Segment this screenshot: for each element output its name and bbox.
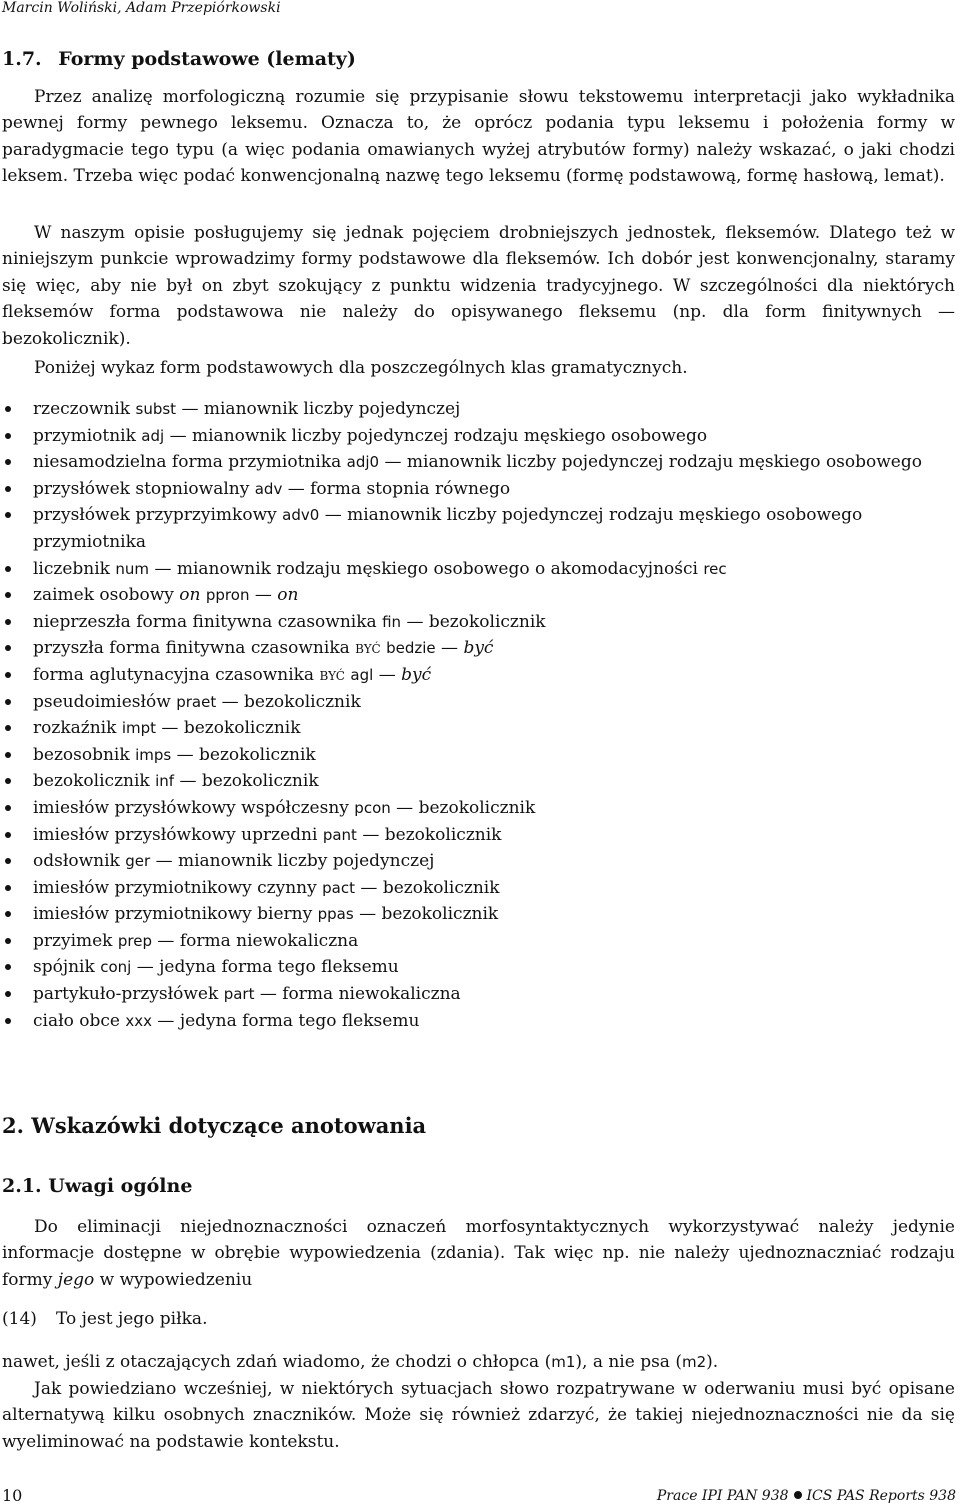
bullet-icon <box>5 911 11 917</box>
bullet-icon <box>5 619 11 625</box>
section-sub-title: Uwagi ogólne <box>48 1175 193 1197</box>
bullet-icon <box>5 592 11 598</box>
tag-name: ppas <box>317 905 354 924</box>
section-title: Wskazówki dotyczące anotowania <box>31 1113 427 1138</box>
class-name: przysłówek stopniowalny <box>33 478 250 499</box>
paragraph-4 <box>2 1214 955 1293</box>
paragraph-2-text: W naszym opisie posługujemy się jednak pojęciem drobniejszych jednostek, fleksemów. Dlatego też w niniejszym punkcie wprowadzimy formy podstawowe dla fleksemów. Ich dobór jest konwencjonalny, staramy się więc, aby nie był on zbyt szokujący z punktu widzenia tradycyjnego. W szczególności dla niektórych fleksemów forma podstawowa nie należy do opisywanego fleksemu (np. dla form finitywnych — bezokolicznik). <box>2 223 955 349</box>
page-number: 10 <box>2 1486 23 1505</box>
bullet-icon <box>5 566 11 572</box>
bullet-icon <box>5 885 11 891</box>
base-form: bezokolicznik <box>384 824 502 845</box>
class-name: przymiotnik <box>33 425 136 446</box>
bullet-icon <box>5 699 11 705</box>
paragraph-4-italic: jego <box>57 1269 95 1290</box>
paragraph-5 <box>2 1349 955 1375</box>
base-form: forma niewokaliczna <box>282 984 461 1005</box>
base-form-tag: rec <box>703 559 727 578</box>
class-name: imiesłów przymiotnikowy czynny <box>33 877 317 898</box>
tag-name: pact <box>322 878 355 897</box>
bullet-icon <box>5 725 11 731</box>
footer-series-pl: Prace IPI PAN 938 <box>656 1488 789 1504</box>
class-name: rzeczownik <box>33 399 131 419</box>
list-item <box>0 848 955 875</box>
footer-series <box>657 1488 956 1504</box>
paragraph-5-text-a: nawet, jeśli z otaczających zdań wiadomo, że chodzi o chłopca ( <box>2 1352 552 1372</box>
list-item <box>0 875 955 902</box>
class-name: forma aglutynacyjna czasownika <box>33 664 315 685</box>
dash: — <box>406 611 424 632</box>
tag-name: num <box>115 559 150 578</box>
dash: — <box>169 425 187 446</box>
base-form: bezokolicznik <box>199 744 316 765</box>
bullet-icon <box>5 1018 11 1024</box>
bullet-icon <box>5 433 11 439</box>
list-item <box>0 689 955 716</box>
class-name-italic: on <box>179 585 201 606</box>
tag-name: ger <box>125 852 151 871</box>
paragraph-6-text: Jak powiedziano wcześniej, w niektórych sytuacjach słowo rozpatrywane w oderwaniu musi być opisane alternatywą kilku osobnych znaczników. Może się również zdarzyć, że takiej niejednoznaczności nie da się wyeliminować na podstawie kontekstu. <box>2 1379 955 1452</box>
class-name: imiesłów przymiotnikowy bierny <box>33 904 313 925</box>
subsection-number: 1.7. <box>2 48 42 70</box>
list-item <box>0 715 955 742</box>
bullet-icon <box>5 486 11 492</box>
list-item <box>0 768 955 795</box>
list-item <box>0 449 955 476</box>
base-form: bezokolicznik <box>381 904 499 925</box>
dash: — <box>254 585 272 606</box>
list-item <box>0 476 955 503</box>
class-name: partykuło-przysłówek <box>33 984 219 1005</box>
dash: — <box>360 877 378 898</box>
tag-name: imps <box>135 745 172 764</box>
paragraph-5-text-c: ). <box>706 1352 719 1372</box>
list-item <box>0 742 955 769</box>
list-item <box>0 396 955 423</box>
tag-name: adv <box>254 479 283 498</box>
dash: — <box>155 851 173 872</box>
example-text: To jest jego piłka. <box>56 1309 208 1329</box>
paragraph-5-text-b: ), a nie psa ( <box>575 1352 682 1372</box>
bullet-icon <box>5 645 11 651</box>
tag-name: conj <box>100 958 132 977</box>
tag-name: subst <box>135 400 177 418</box>
class-name: spójnik <box>33 957 95 978</box>
class-name: przyimek <box>33 930 113 951</box>
tag-name: pcon <box>354 798 391 817</box>
class-name: bezokolicznik <box>33 771 150 792</box>
list-item <box>0 609 955 636</box>
tag-name: adv0 <box>282 506 320 525</box>
base-form: mianownik liczby pojedynczej rodzaju męskiego osobowego przymiotnika <box>33 505 863 552</box>
dash: — <box>157 930 175 951</box>
class-name: przyszła forma finitywna czasownika <box>33 638 350 659</box>
paragraph-6 <box>2 1376 955 1455</box>
bullet-icon <box>794 1491 802 1499</box>
base-form: bezokolicznik <box>382 877 500 898</box>
base-form: forma niewokaliczna <box>179 930 359 951</box>
subsection-heading <box>2 48 356 70</box>
base-form: bezokolicznik <box>201 771 319 792</box>
dash: — <box>362 824 380 845</box>
class-name: nieprzeszła forma finitywna czasownika <box>33 611 377 632</box>
dash: — <box>359 904 377 925</box>
tag-name: impt <box>121 719 156 738</box>
list-item <box>0 1008 955 1035</box>
base-form: bezokolicznik <box>244 691 361 712</box>
base-form: mianownik rodzaju męskiego osobowego o akomodacyjności <box>176 558 698 579</box>
paragraph-4-text-a: Do eliminacji niejednoznaczności oznaczeń morfosyntaktycznych wykorzystywać należy jedynie informacje dostępne w obrębie wypowiedzenia (zdania). Tak więc np. nie należy ujednoznaczniać rodzaju formy <box>2 1217 955 1290</box>
base-form: forma stopnia równego <box>310 478 511 499</box>
tag-name: praet <box>176 692 217 711</box>
tag-m1: m1 <box>551 1353 576 1371</box>
dash: — <box>181 399 199 419</box>
tag-name: adj0 <box>346 453 380 472</box>
section-subheading <box>2 1175 192 1197</box>
bullet-icon <box>5 964 11 970</box>
list-item <box>0 928 955 955</box>
bullet-icon <box>5 672 11 678</box>
base-forms-list <box>0 396 955 1034</box>
dash: — <box>161 718 179 739</box>
base-form: mianownik liczby pojedynczej rodzaju męskiego osobowego <box>192 425 708 446</box>
class-name: niesamodzielna forma przymiotnika <box>33 452 342 473</box>
example-number: (14) <box>2 1309 37 1329</box>
tag-name: inf <box>155 772 175 791</box>
bullet-icon <box>5 512 11 518</box>
bullet-icon <box>5 858 11 864</box>
class-name: imiesłów przysłówkowy uprzedni <box>33 824 318 845</box>
tag-name: ppron <box>205 586 250 605</box>
paragraph-1-text: Przez analizę morfologiczną rozumie się przypisanie słowu tekstowemu interpretacji jako wykładnika pewnej formy pewnego leksemu. Oznacza to, że oprócz podania typu leksemu i położenia formy w paradygmacie tego typu (a więc podania omawianych wyżej atrybutów formy) należy wskazać, o jaki chodzi leksem. Trzeba więc podać konwencjonalną nazwę tego leksemu (formę podstawową, formę hasłową, lemat). <box>2 87 955 187</box>
list-item <box>0 981 955 1008</box>
base-form-italic: być <box>401 664 432 685</box>
list-item <box>0 582 955 609</box>
bullet-icon <box>5 938 11 944</box>
base-form: mianownik liczby pojedynczej rodzaju męskiego osobowego <box>406 452 922 473</box>
bullet-icon <box>5 805 11 811</box>
base-form: mianownik liczby pojedynczej <box>177 851 435 872</box>
paragraph-1 <box>2 84 955 190</box>
section-heading <box>2 1113 426 1138</box>
tag-name: prep <box>117 931 153 950</box>
bullet-icon <box>5 459 11 465</box>
tag-m2: m2 <box>681 1353 707 1371</box>
list-item <box>0 423 955 450</box>
bullet-icon <box>5 752 11 758</box>
dash: — <box>259 984 277 1005</box>
list-item <box>0 502 955 555</box>
tag-name: xxx <box>125 1011 152 1030</box>
dash: — <box>221 691 239 712</box>
class-name: ciało obce <box>33 1010 120 1031</box>
tag-name: fin <box>382 612 402 631</box>
bullet-icon <box>5 991 11 997</box>
base-form: jedyna forma tego fleksemu <box>179 1010 420 1031</box>
base-form: bezokolicznik <box>418 797 536 818</box>
tag-name: agl <box>350 665 374 684</box>
tag-name: bedzie <box>386 639 436 658</box>
class-name: rozkaźnik <box>33 718 117 739</box>
example-14 <box>2 1306 207 1332</box>
base-form: mianownik liczby pojedynczej <box>203 399 461 419</box>
class-name-smallcaps: być <box>355 638 381 659</box>
running-head: Marcin Woliński, Adam Przepiórkowski <box>2 0 281 16</box>
class-name: pseudoimiesłów <box>33 691 171 712</box>
base-form: jedyna forma tego fleksemu <box>159 957 399 978</box>
subsection-title: Formy podstawowe (lematy) <box>58 48 356 70</box>
footer-series-en: ICS PAS Reports 938 <box>806 1488 956 1504</box>
base-form: bezokolicznik <box>183 718 301 739</box>
list-item <box>0 822 955 849</box>
tag-name: adj <box>141 426 165 445</box>
paragraph-3-text: Poniżej wykaz form podstawowych dla poszczególnych klas gramatycznych. <box>34 358 688 378</box>
class-name: zaimek osobowy <box>33 585 174 606</box>
dash: — <box>136 957 154 978</box>
bullet-icon <box>5 832 11 838</box>
list-item <box>0 901 955 928</box>
base-form: bezokolicznik <box>428 611 546 632</box>
bullet-icon <box>5 778 11 784</box>
paragraph-2 <box>2 220 955 352</box>
dash: — <box>384 452 402 473</box>
section-sub-number: 2.1. <box>2 1175 42 1197</box>
base-form-italic: być <box>463 638 494 659</box>
dash: — <box>179 771 197 792</box>
list-item <box>0 954 955 981</box>
class-name: bezosobnik <box>33 744 130 765</box>
class-name: odsłownik <box>33 851 120 872</box>
dash: — <box>157 1010 175 1031</box>
dash: — <box>154 558 172 579</box>
base-form-italic: on <box>277 585 299 606</box>
list-item <box>0 795 955 822</box>
dash: — <box>441 638 459 659</box>
paragraph-3 <box>2 355 955 381</box>
list-item <box>0 556 955 583</box>
dash: — <box>287 478 305 499</box>
dash: — <box>396 797 414 818</box>
bullet-icon <box>5 406 11 412</box>
paragraph-4-text-b: w wypowiedzeniu <box>99 1269 253 1290</box>
tag-name: pant <box>322 825 357 844</box>
class-name-smallcaps: być <box>319 664 345 685</box>
tag-name: part <box>223 985 255 1004</box>
class-name: liczebnik <box>33 558 110 579</box>
dash: — <box>378 664 396 685</box>
dash: — <box>176 744 194 765</box>
class-name: przysłówek przyprzyimkowy <box>33 505 277 526</box>
list-item <box>0 635 955 662</box>
dash: — <box>324 505 342 526</box>
class-name: imiesłów przysłówkowy współczesny <box>33 797 349 818</box>
section-number: 2. <box>2 1113 24 1138</box>
list-item <box>0 662 955 689</box>
